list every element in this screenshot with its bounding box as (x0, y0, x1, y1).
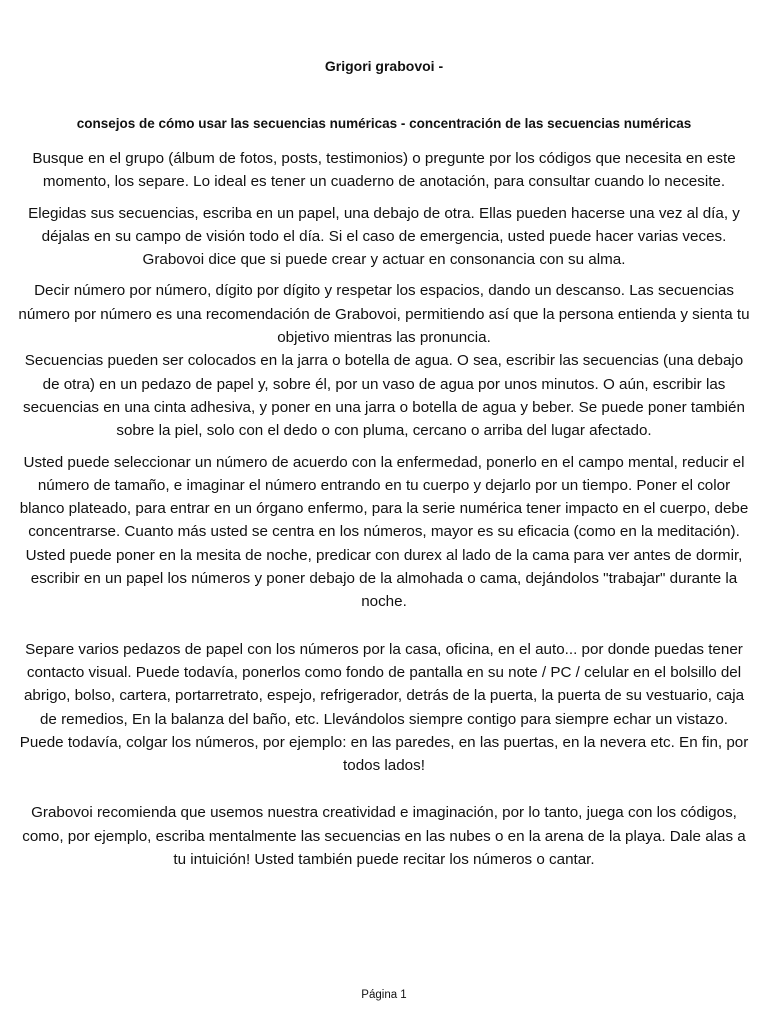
document-subtitle: consejos de cómo usar las secuencias numéricas - concentración de las secuencias numéricas (76, 116, 692, 131)
page-number: Página 1 (361, 989, 407, 1001)
paragraph-4: Secuencias pueden ser colocados en la jarra o botella de agua. O sea, escribir las secuencias (una debajo de otra) en un pedazo de papel y, sobre él, por un vaso de agua por unos minutos. O aún, escribir las secuencias en una cinta adhesiva, y poner en una jarra o botella de agua y beber. Se puede poner también sobre la piel, solo con el dedo o con pluma, cercano o arriba del lugar afectado. (23, 352, 745, 440)
document-title: Grigori grabovoi - (324, 58, 444, 74)
paragraph-3: Decir número por número, dígito por dígito y respetar los espacios, dando un descanso. Las secuencias número por número es una recomendación de Grabovoi, permitiendo así que la persona entienda y sienta tu objetivo mientras las pronuncia. (18, 282, 750, 347)
paragraph-5: Usted puede seleccionar un número de acuerdo con la enfermedad, ponerlo en el campo mental, reducir el número de tamaño, e imaginar el número entrando en tu cuerpo y dejarlo por un tiempo. Poner el color blanco plateado, para entrar en un órgano enfermo, para la serie numérica tener impacto en el cuerpo, debe concentrarse. Cuanto más usted se centra en los números, mayor es su eficacia (como en la meditación). Usted puede poner en la mesita de noche, predicar con durex al lado de la cama para ver antes de dormir, escribir en un papel los números y poner debajo de la almohada o cama, dejándolos "trabajar" durante la noche. (19, 453, 749, 611)
paragraph-6: Separe varios pedazos de papel con los números por la casa, oficina, en el auto... por donde puedas tener contacto visual. Puede todavía, ponerlos como fondo de pantalla en su note / PC / celular en el bolsillo del abrigo, bolso, cartera, portarretrato, espejo, refrigerador, detrás de la puerta, la puerta de su vestuario, caja de remedios, En la balanza del baño, etc. Llevándolos siempre contigo para siempre echar un vistazo. Puede todavía, colgar los números, por ejemplo: en las paredes, en las puertas, en la nevera etc. En fin, por todos lados! (19, 640, 749, 775)
document-body (18, 147, 750, 871)
paragraph-1: Busque en el grupo (álbum de fotos, posts, testimonios) o pregunte por los códigos que necesita en este momento, los separe. Lo ideal es tener un cuaderno de anotación, para consultar cuando lo necesite. (32, 150, 736, 191)
paragraph-7: Grabovoi recomienda que usemos nuestra creatividad e imaginación, por lo tanto, juega con los códigos, como, por ejemplo, escriba mentalmente las secuencias en las nubes o en la arena de la playa. Dale alas a tu intuición! Usted también puede recitar los números o cantar. (22, 804, 746, 869)
paragraph-2: Elegidas sus secuencias, escriba en un papel, una debajo de otra. Ellas pueden hacerse una vez al día, y déjalas en su campo de visión todo el día. Si el caso de emergencia, usted puede hacer varias veces. Grabovoi dice que si puede crear y actuar en consonancia con su alma. (28, 204, 740, 269)
